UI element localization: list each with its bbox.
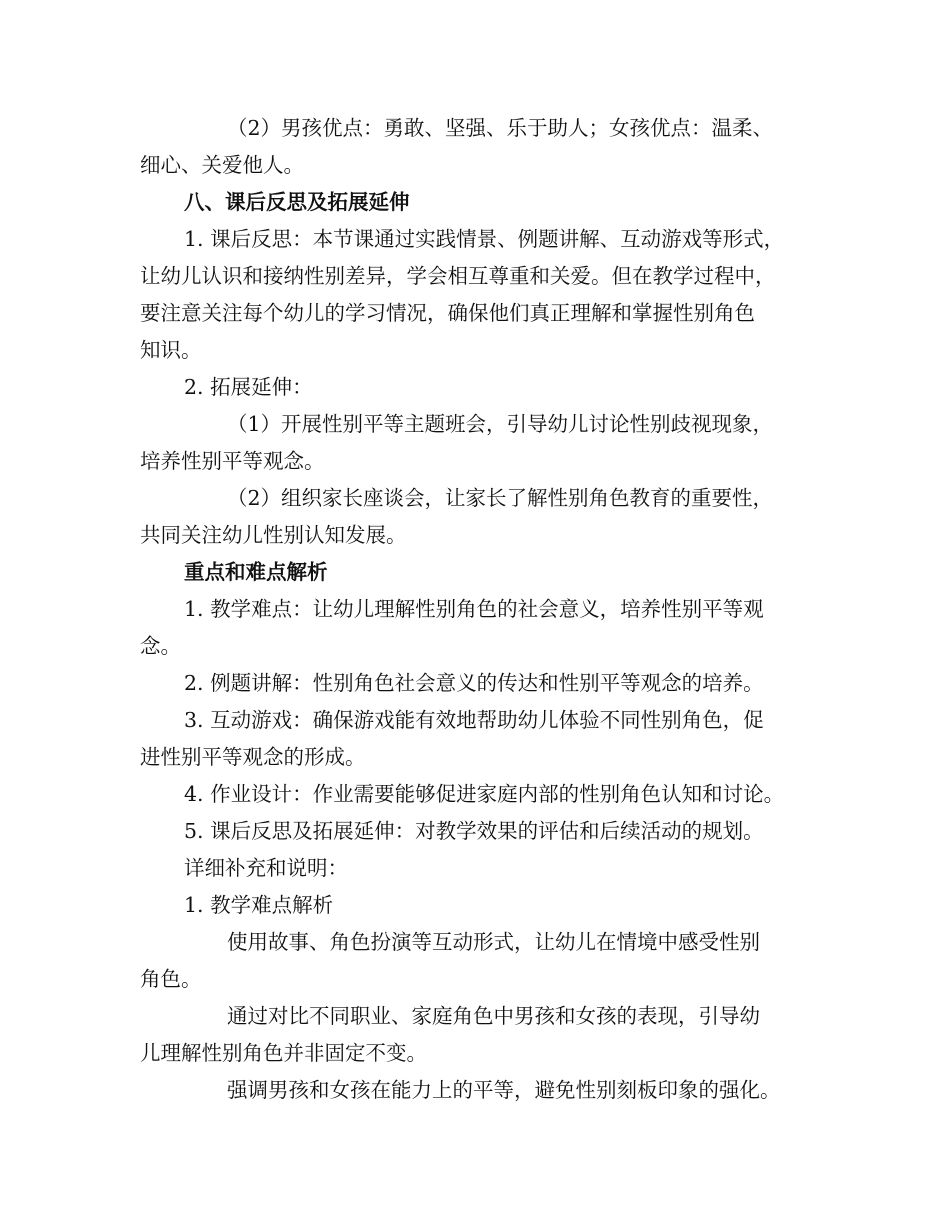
paragraph-line: 细心、关爱他人。: [140, 153, 304, 177]
paragraph-line: 角色。: [140, 967, 202, 991]
section-heading: 重点和难点解析: [184, 560, 328, 584]
paragraph-line: 念。: [140, 634, 181, 658]
paragraph-line: 共同关注幼儿性别认知发展。: [140, 523, 407, 547]
paragraph-line: 1. 课后反思：本节课通过实践情景、例题讲解、互动游戏等形式，: [184, 227, 785, 251]
paragraph-line: 培养性别平等观念。: [140, 449, 325, 473]
paragraph-line: 要注意关注每个幼儿的学习情况，确保他们真正理解和掌握性别角色: [140, 301, 755, 325]
paragraph-line: 1. 教学难点解析: [184, 893, 334, 917]
paragraph-line: 1. 教学难点：让幼儿理解性别角色的社会意义，培养性别平等观: [184, 597, 764, 621]
paragraph-line: 让幼儿认识和接纳性别差异，学会相互尊重和关爱。但在教学过程中，: [140, 264, 776, 288]
paragraph-line: 4. 作业设计：作业需要能够促进家庭内部的性别角色认知和讨论。: [184, 782, 785, 806]
paragraph-line: 2. 拓展延伸：: [184, 375, 313, 399]
paragraph-line: 2. 例题讲解：性别角色社会意义的传达和性别平等观念的培养。: [184, 671, 764, 695]
paragraph-line: （1）开展性别平等主题班会，引导幼儿讨论性别歧视现象，: [227, 412, 774, 436]
paragraph-line: 详细补充和说明：: [184, 856, 348, 880]
paragraph-line: 强调男孩和女孩在能力上的平等，避免性别刻板印象的强化。: [227, 1078, 781, 1102]
paragraph-line: 5. 课后反思及拓展延伸：对教学效果的评估和后续活动的规划。: [184, 819, 764, 843]
paragraph-line: （2）组织家长座谈会，让家长了解性别角色教育的重要性，: [227, 486, 774, 510]
paragraph-line: 儿理解性别角色并非固定不变。: [140, 1041, 427, 1065]
paragraph-line: 通过对比不同职业、家庭角色中男孩和女孩的表现，引导幼: [227, 1004, 760, 1028]
section-heading: 八、课后反思及拓展延伸: [184, 190, 410, 214]
paragraph-line: 3. 互动游戏：确保游戏能有效地帮助幼儿体验不同性别角色，促: [184, 708, 764, 732]
paragraph-line: （2）男孩优点：勇敢、坚强、乐于助人；女孩优点：温柔、: [227, 116, 774, 140]
paragraph-line: 使用故事、角色扮演等互动形式，让幼儿在情境中感受性别: [227, 930, 760, 954]
paragraph-line: 进性别平等观念的形成。: [140, 745, 366, 769]
paragraph-line: 知识。: [140, 338, 202, 362]
